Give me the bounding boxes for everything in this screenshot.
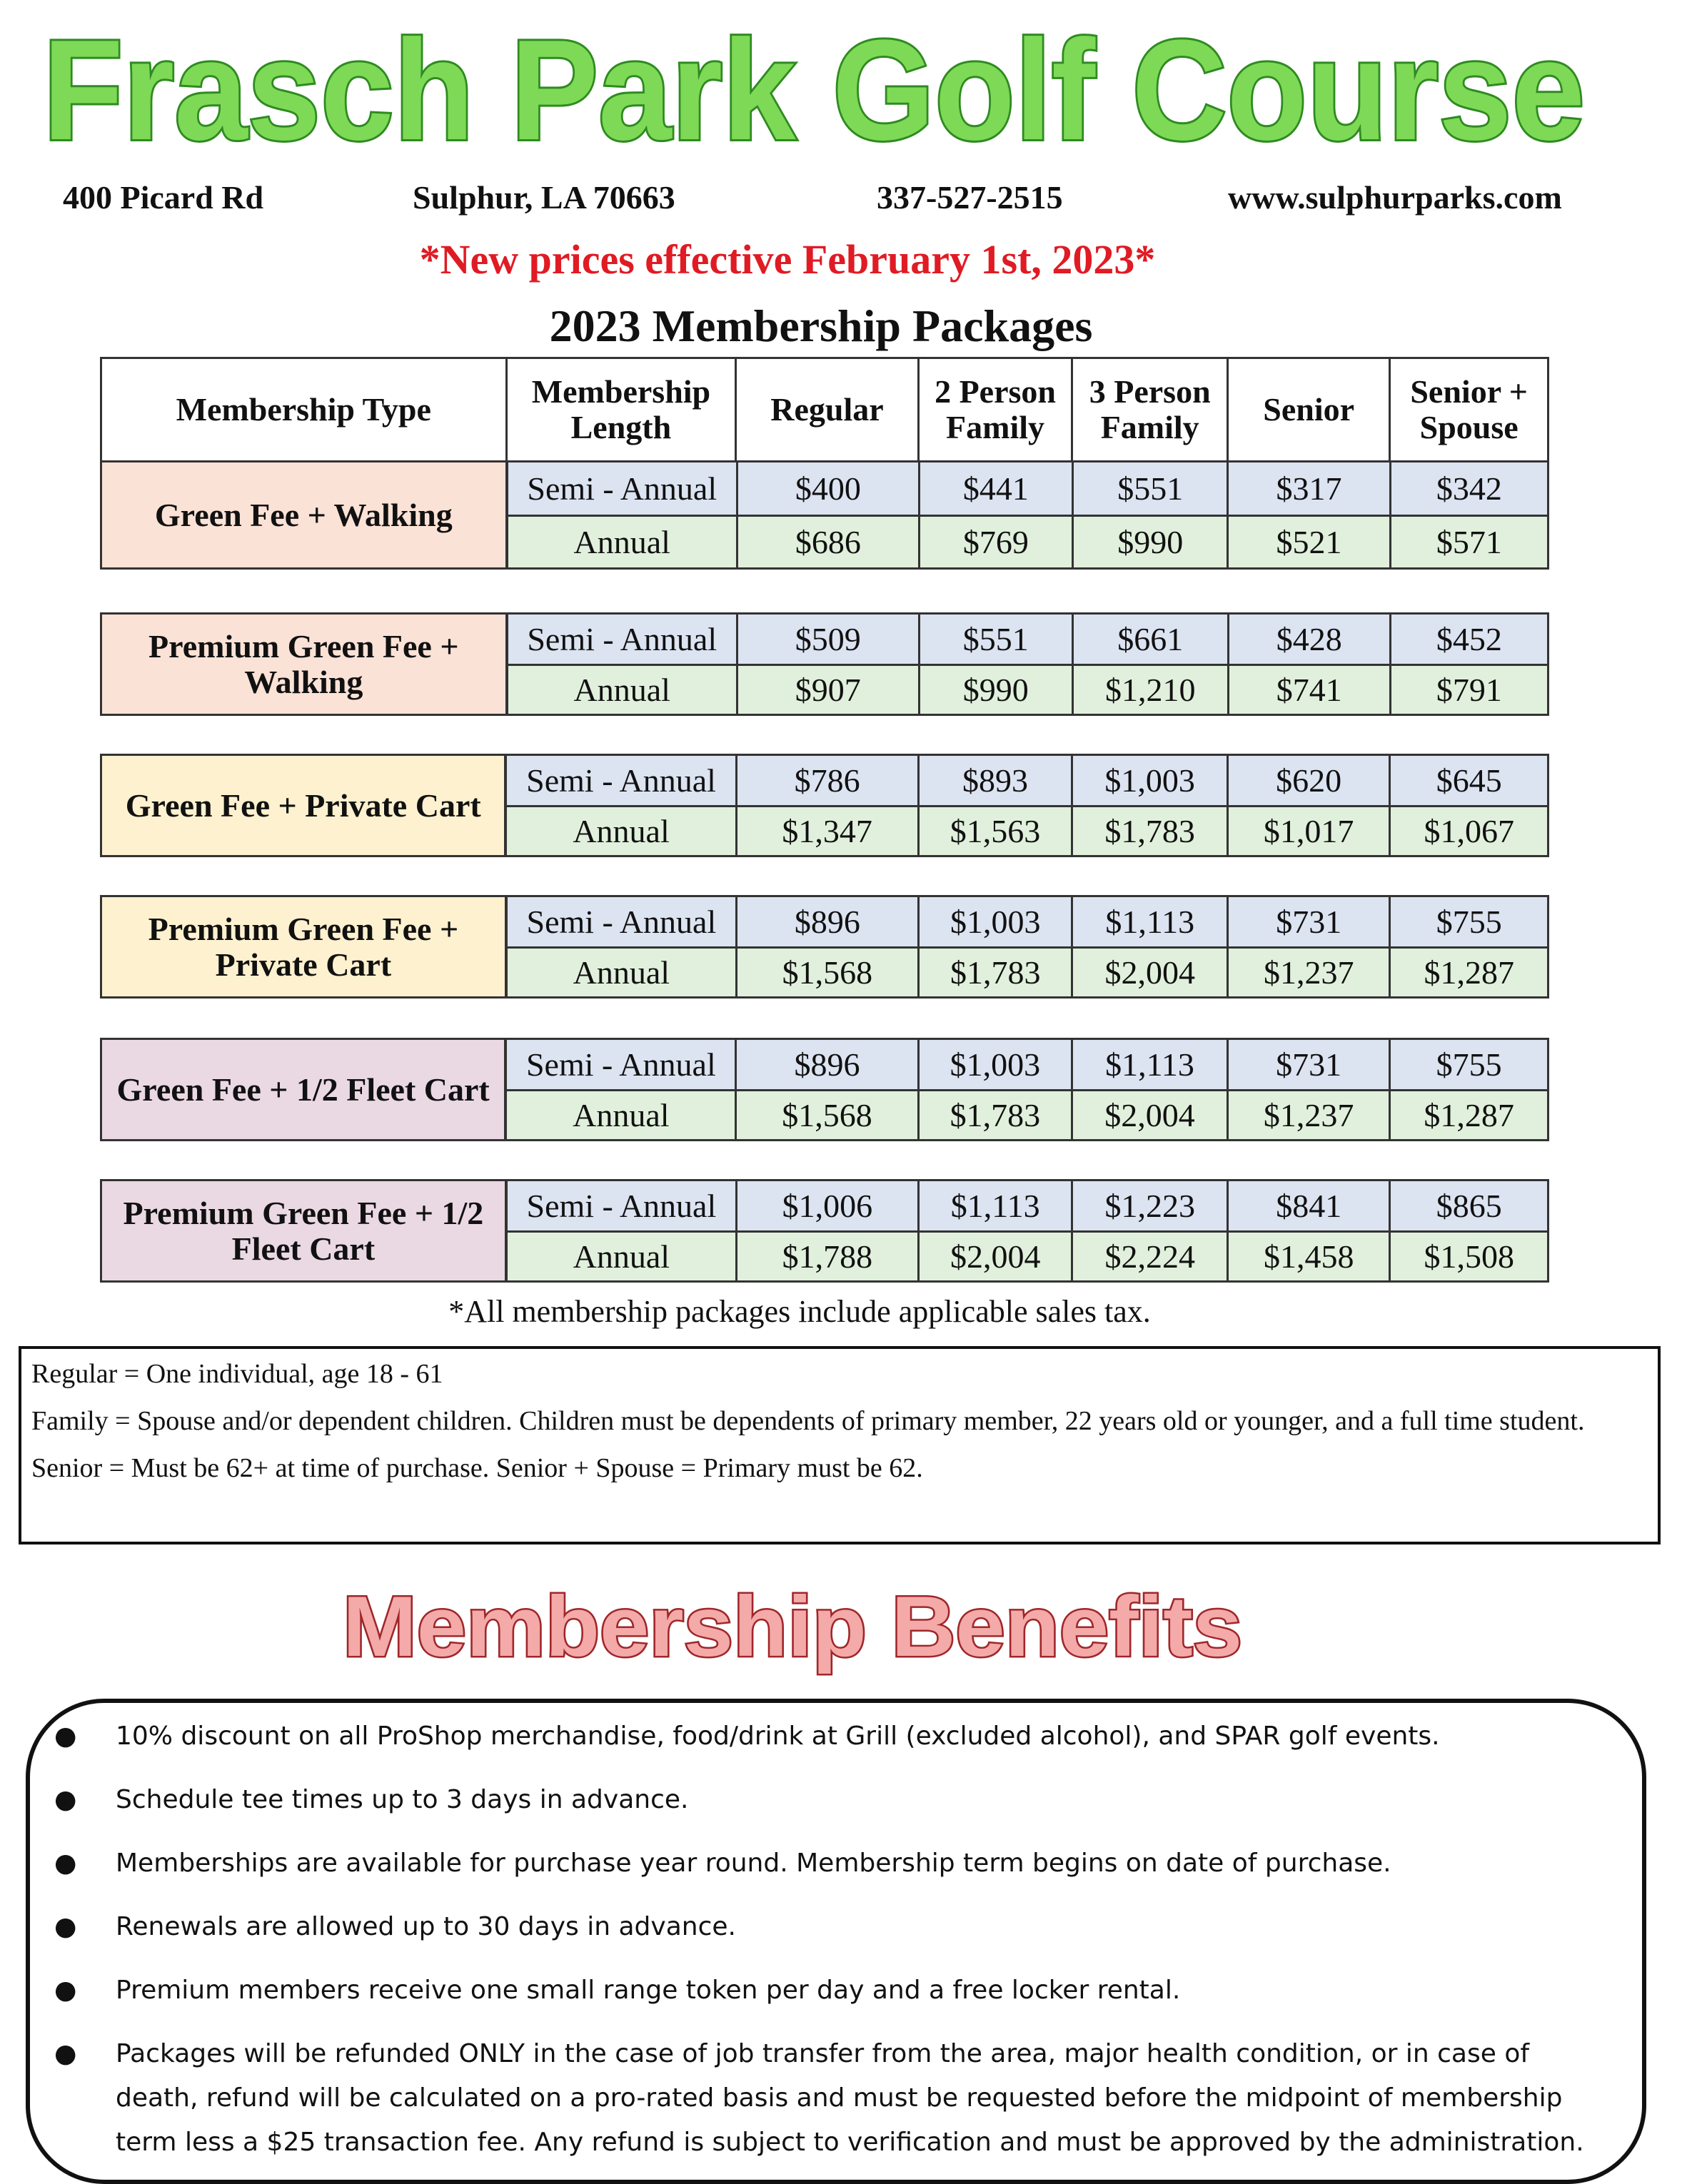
tax-note: *All membership packages include applicable sales tax. <box>448 1294 1151 1329</box>
definition-regular: Regular = One individual, age 18 - 61 <box>31 1359 443 1389</box>
price-2-person: $990 <box>919 665 1072 715</box>
header-regular: Regular <box>736 358 918 462</box>
package-type-label: Green Fee + Walking <box>101 462 507 569</box>
price-regular: $896 <box>736 1039 918 1091</box>
package-green-fee-half-fleet-cart <box>100 1038 1549 1141</box>
price-2-person: $551 <box>919 614 1072 665</box>
price-2-person: $893 <box>918 755 1072 807</box>
contact-bar <box>63 178 1626 228</box>
bullet-icon: ● <box>54 2039 77 2068</box>
benefits-box <box>26 1699 1646 2184</box>
bullet-icon: ● <box>54 1785 77 1814</box>
list-item <box>30 1968 1599 2013</box>
definition-family: Family = Spouse and/or dependent children. Children must be dependents of primary member, 22 years old or younger, and a full time student. <box>31 1406 1585 1436</box>
price-3-person: $990 <box>1073 516 1228 569</box>
length-semi-annual: Semi - Annual <box>506 1181 737 1232</box>
phone-number: 337-527-2515 <box>877 179 1063 216</box>
price-senior-spouse: $1,287 <box>1390 948 1548 998</box>
price-regular: $907 <box>737 665 919 715</box>
price-senior: $1,017 <box>1227 807 1389 856</box>
list-item <box>30 1905 1599 1949</box>
benefit-text: Memberships are available for purchase year round. Membership term begins on date of purchase. <box>116 1849 1391 1878</box>
length-semi-annual: Semi - Annual <box>505 1039 736 1091</box>
price-2-person: $769 <box>919 516 1072 569</box>
price-senior: $731 <box>1228 896 1390 948</box>
price-senior-spouse: $452 <box>1390 614 1548 665</box>
price-regular: $686 <box>737 516 919 569</box>
price-senior-spouse: $865 <box>1390 1181 1548 1232</box>
price-2-person: $1,003 <box>918 896 1072 948</box>
price-3-person: $1,783 <box>1072 807 1228 856</box>
price-senior-spouse: $1,067 <box>1390 807 1548 856</box>
bullet-icon: ● <box>54 1912 77 1941</box>
package-green-fee-private-cart <box>100 754 1549 857</box>
benefits-list <box>30 1703 1642 2165</box>
price-senior: $731 <box>1227 1039 1390 1091</box>
price-senior: $521 <box>1228 516 1390 569</box>
price-regular: $786 <box>736 755 918 807</box>
price-2-person: $1,003 <box>918 1039 1072 1091</box>
price-senior-spouse: $342 <box>1390 462 1548 516</box>
list-item <box>30 1714 1599 1759</box>
course-title: Frasch Park Golf Course <box>43 11 1585 170</box>
package-type-label: Green Fee + 1/2 Fleet Cart <box>101 1039 506 1141</box>
price-senior-spouse: $755 <box>1390 1039 1548 1091</box>
list-item <box>30 2032 1599 2165</box>
header-2-person-family: 2 Person Family <box>918 358 1072 462</box>
list-item <box>30 1841 1599 1886</box>
definitions-box <box>19 1346 1661 1545</box>
length-annual: Annual <box>506 1232 737 1282</box>
benefits-title: Membership Benefits <box>343 1579 1242 1674</box>
price-3-person: $661 <box>1072 614 1228 665</box>
package-premium-green-fee-half-fleet-cart <box>100 1179 1549 1283</box>
price-senior: $1,237 <box>1227 1091 1390 1141</box>
price-regular: $896 <box>736 896 918 948</box>
package-premium-green-fee-private-cart <box>100 895 1549 999</box>
price-senior-spouse: $645 <box>1390 755 1548 807</box>
package-type-label: Premium Green Fee + 1/2 Fleet Cart <box>101 1181 506 1282</box>
price-senior: $1,458 <box>1228 1232 1390 1282</box>
price-regular: $1,788 <box>736 1232 918 1282</box>
package-premium-green-fee-walking <box>100 612 1549 716</box>
price-3-person: $551 <box>1073 462 1228 516</box>
price-2-person: $1,783 <box>918 1091 1072 1141</box>
package-type-label: Premium Green Fee + Private Cart <box>101 896 506 998</box>
price-senior: $317 <box>1228 462 1390 516</box>
price-senior: $620 <box>1227 755 1389 807</box>
list-item <box>30 1778 1599 1822</box>
address: 400 Picard Rd <box>63 179 264 216</box>
price-senior-spouse: $571 <box>1390 516 1548 569</box>
bullet-icon: ● <box>54 1722 77 1751</box>
benefits-title-banner <box>328 1563 1257 1692</box>
length-semi-annual: Semi - Annual <box>505 755 736 807</box>
price-regular: $400 <box>737 462 919 516</box>
length-semi-annual: Semi - Annual <box>507 462 737 516</box>
package-type-label: Premium Green Fee + Walking <box>101 614 507 715</box>
price-senior-spouse: $791 <box>1390 665 1548 715</box>
definition-senior: Senior = Must be 62+ at time of purchase. Senior + Spouse = Primary must be 62. <box>31 1453 923 1483</box>
header-senior-spouse: Senior + Spouse <box>1390 358 1548 462</box>
price-regular: $1,568 <box>736 1091 918 1141</box>
price-notice: *New prices effective February 1st, 2023* <box>419 236 1156 283</box>
length-semi-annual: Semi - Annual <box>507 614 737 665</box>
benefit-text: Packages will be refunded ONLY in the case of job transfer from the area, major health condition, or in case of death, refund will be calculated on a pro-rated basis and must be requested before the midpoint of membership term less a $25 transaction fee. Any refund is subject to verification and must be approved by the administration. <box>116 2039 1584 2157</box>
price-regular: $1,347 <box>736 807 918 856</box>
benefit-text: Renewals are allowed up to 30 days in advance. <box>116 1912 736 1941</box>
length-annual: Annual <box>505 1091 736 1141</box>
length-annual: Annual <box>507 516 737 569</box>
price-2-person: $1,563 <box>918 807 1072 856</box>
benefit-text: Schedule tee times up to 3 days in advance. <box>116 1785 689 1814</box>
price-senior: $741 <box>1228 665 1390 715</box>
price-regular: $509 <box>737 614 919 665</box>
membership-table-header <box>100 357 1549 462</box>
price-regular: $1,006 <box>736 1181 918 1232</box>
length-semi-annual: Semi - Annual <box>506 896 737 948</box>
length-annual: Annual <box>506 948 737 998</box>
price-2-person: $1,783 <box>918 948 1072 998</box>
price-3-person: $1,223 <box>1072 1181 1228 1232</box>
website-link[interactable]: www.sulphurparks.com <box>1228 179 1562 216</box>
length-annual: Annual <box>507 665 737 715</box>
price-2-person: $1,113 <box>918 1181 1072 1232</box>
header-3-person-family: 3 Person Family <box>1072 358 1228 462</box>
price-3-person: $2,224 <box>1072 1232 1228 1282</box>
length-annual: Annual <box>505 807 736 856</box>
benefit-text: 10% discount on all ProShop merchandise, food/drink at Grill (excluded alcohol), and SPAR golf events. <box>116 1722 1440 1751</box>
header-membership-length: Membership Length <box>506 358 736 462</box>
price-senior-spouse: $1,508 <box>1390 1232 1548 1282</box>
header-senior: Senior <box>1228 358 1390 462</box>
package-type-label: Green Fee + Private Cart <box>101 755 506 856</box>
price-3-person: $1,210 <box>1072 665 1228 715</box>
bullet-icon: ● <box>54 1976 77 2005</box>
price-3-person: $1,113 <box>1072 896 1228 948</box>
price-senior-spouse: $755 <box>1390 896 1548 948</box>
price-senior-spouse: $1,287 <box>1390 1091 1548 1141</box>
course-title-banner <box>29 0 1628 200</box>
price-3-person: $2,004 <box>1072 948 1228 998</box>
price-3-person: $2,004 <box>1072 1091 1228 1141</box>
city-state-zip: Sulphur, LA 70663 <box>413 179 675 216</box>
header-membership-type: Membership Type <box>101 358 507 462</box>
price-3-person: $1,113 <box>1072 1039 1228 1091</box>
benefit-text: Premium members receive one small range token per day and a free locker rental. <box>116 1976 1181 2005</box>
package-green-fee-walking <box>100 460 1549 570</box>
price-senior: $1,237 <box>1228 948 1390 998</box>
price-2-person: $2,004 <box>918 1232 1072 1282</box>
bullet-icon: ● <box>54 1849 77 1878</box>
table-title: 2023 Membership Packages <box>549 300 1093 351</box>
price-3-person: $1,003 <box>1072 755 1228 807</box>
price-2-person: $441 <box>919 462 1072 516</box>
price-regular: $1,568 <box>736 948 918 998</box>
price-senior: $841 <box>1228 1181 1390 1232</box>
price-senior: $428 <box>1228 614 1390 665</box>
